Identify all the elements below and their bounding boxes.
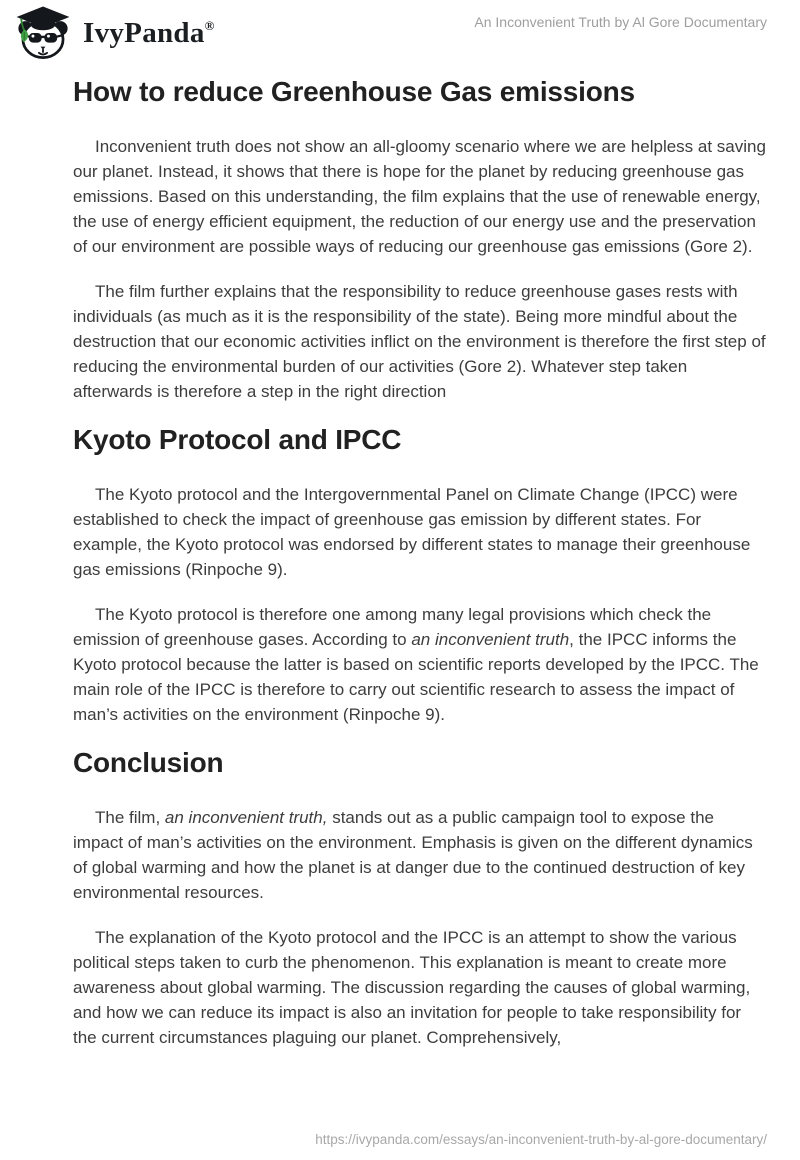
paragraph: The film further explains that the responsibility to reduce greenhouse gases rests with individuals (as much as it is the responsibility of the state). Being more mindful about the destruction that our economic activities inflict on the environment is therefore the first step of reducing the environmental burden of our activities (Gore 2). Whatever step taken afterwards is therefore a step in the right direction [73,282,766,401]
paragraph: The Kyoto protocol is therefore one among many legal provisions which check the emission of greenhouse gases. According to an inconvenient truth, the IPCC informs the Kyoto protocol because the latter is based on scientific reports developed by the IPCC. The main role of the IPCC is therefore to carry out scientific research to assess the impact of man’s activities on the environment (Rinpoche 9). [73,605,759,724]
section-heading: How to reduce Greenhouse Gas emissions [73,76,635,107]
document-title: An Inconvenient Truth by Al Gore Documentary [474,14,767,30]
ivypanda-logo [12,5,215,61]
registered-mark: ® [204,17,215,33]
source-url: https://ivypanda.com/essays/an-inconvenient-truth-by-al-gore-documentary/ [315,1132,767,1147]
paragraph: The explanation of the Kyoto protocol and the IPCC is an attempt to show the various political steps taken to curb the phenomenon. This explanation is meant to create more awareness about global warming. The discussion regarding the causes of global warming, and how we can reduce its impact is also an invitation for people to take responsibility for the current circumstances plaguing our planet. Comprehensively, [73,928,751,1047]
panda-graduate-icon [12,5,74,61]
brand-name: IvyPanda® [83,16,215,49]
paragraph: The film, an inconvenient truth, stands out as a public campaign tool to expose the impact of man’s activities on the environment. Emphasis is given on the different dynamics of global warming and how the planet is at danger due to the continued destruction of key environmental resources. [73,808,753,902]
paragraph: The Kyoto protocol and the Intergovernmental Panel on Climate Change (IPCC) were established to check the impact of greenhouse gas emission by different states. For example, the Kyoto protocol was endorsed by different states to manage their greenhouse gas emissions (Rinpoche 9). [73,485,751,579]
section-heading: Kyoto Protocol and IPCC [73,424,402,455]
section-heading: Conclusion [73,747,224,778]
essay-sections [73,68,767,1070]
paragraph: Inconvenient truth does not show an all-gloomy scenario where we are helpless at saving our planet. Instead, it shows that there is hope for the planet by reducing greenhouse gas emissions. Based on this understanding, the film explains that the use of renewable energy, the use of energy efficient equipment, the reduction of our energy use and the preservation of our environment are possible ways of reducing our greenhouse gas emissions (Gore 2). [73,137,766,256]
